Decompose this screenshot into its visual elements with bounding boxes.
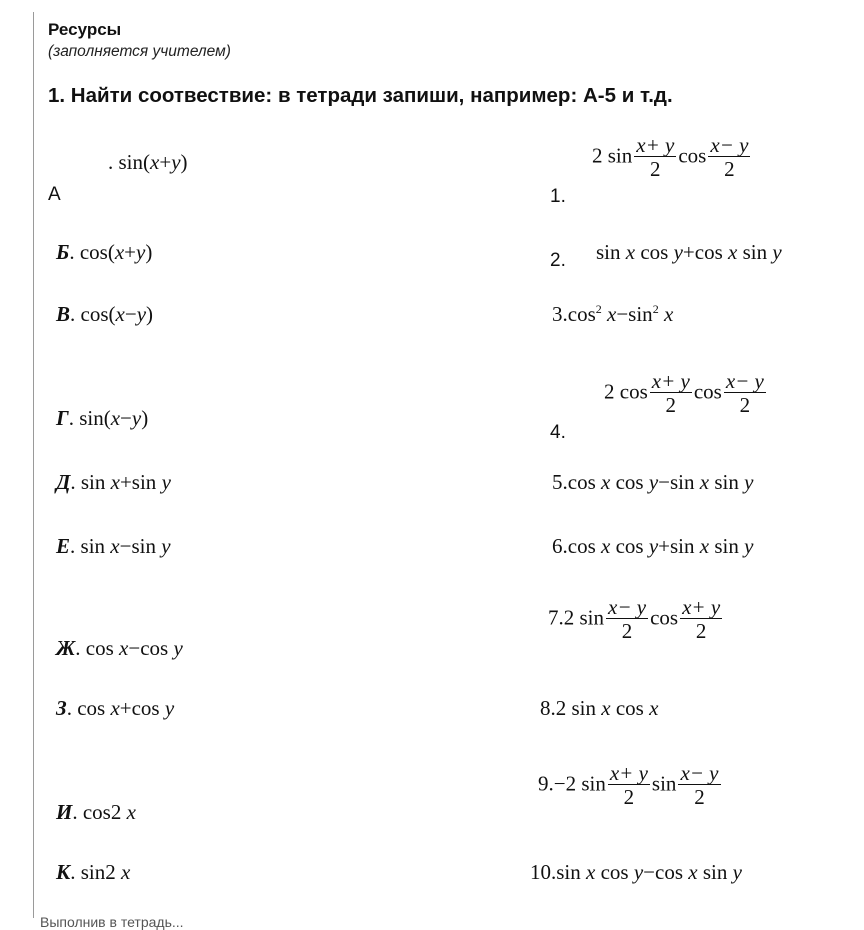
right-item-10: 10.sin x cos y−cos x sin y [530,860,742,884]
left-item-z: З. cos x+cos y [56,696,175,720]
right-item-9: 9.−2 sin $\frac{x+ y}{2}$ sin $\frac{x- y}{2}$ [538,761,719,809]
right-item-5: 5.cos x cos y−sin x sin y [552,470,754,494]
right-item-3: $3.\cos^2$ $x-\sin^2$ x [552,302,674,326]
right-item-8: 8.2 sin x cos x [540,696,659,720]
footer-cut-text: Выполнив в тетрадь... [40,914,184,930]
right-item-1-number: 1. [550,186,566,207]
left-item-e: Е. sin x−sin y [56,534,171,558]
right-item-1-formula: 2 sin $\frac{x+ y}{2}$ cos $\frac{x- y}{2}$ [592,133,749,181]
left-item-v: В. cos(x−y) [56,302,154,326]
left-item-a-label: А [48,184,61,205]
resources-title: Ресурсы [48,20,122,39]
right-item-2-number: 2. [550,250,566,271]
resources-note: (заполняется учителем) [48,43,231,60]
left-item-i: И. cos2 x [56,800,136,824]
left-item-a-formula: . sin(x+y) [108,150,188,174]
task-heading: 1. Найти соотвествие: в тетради запиши, например: А-5 и т.д. [48,84,673,107]
right-item-6: 6.cos x cos y+sin x sin y [552,534,754,558]
left-item-zh: Ж. cos x−cos y [56,636,183,660]
left-item-d: Д. sin x+sin y [56,470,171,494]
right-item-4-formula: 2 cos $\frac{x+ y}{2}$ cos $\frac{x- y}{2}$ [604,369,764,417]
left-item-k: К. sin2 x [56,860,131,884]
page-margin-line [33,12,34,918]
right-item-2-formula: sin x cos y+cos x sin y [596,240,782,264]
resources-header [48,20,231,64]
left-item-g: Г. sin(x−y) [56,406,149,430]
left-item-b: Б. cos(x+y) [56,240,153,264]
right-item-7: 7.2 sin $\frac{x- y}{2}$ cos $\frac{x+ y}{2}$ [548,595,721,643]
right-item-4-number: 4. [550,422,566,443]
